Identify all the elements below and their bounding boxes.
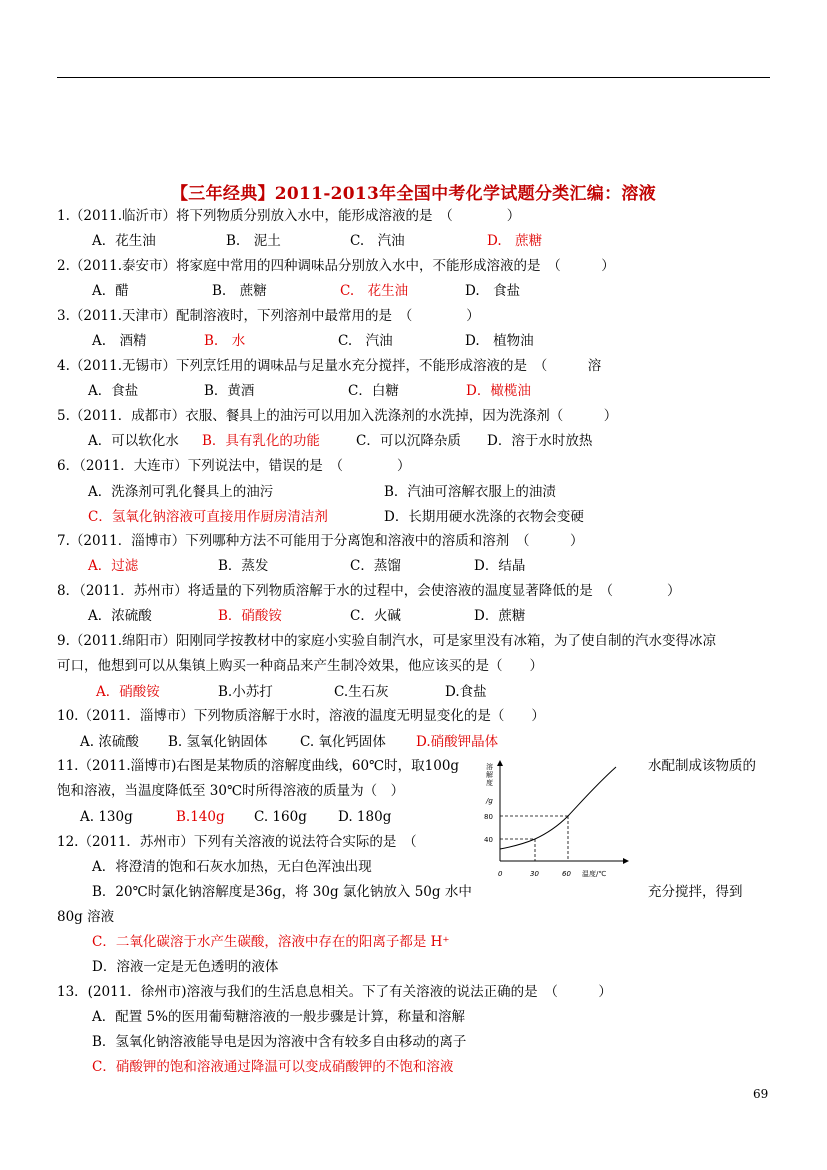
q2-option-a: A．醋 — [92, 283, 129, 299]
q4-option-b: B．黄酒 — [204, 383, 255, 399]
q6-option-c: C．氢氧化钠溶液可直接用作厨房清洁剂 — [88, 509, 328, 525]
q9-option-c: C.生石灰 — [334, 684, 389, 700]
q13-option-b: B．氢氧化钠溶液能导电是因为溶液中含有较多自由移动的离子 — [92, 1034, 467, 1050]
question-7-stem: 7.（2011．淄博市）下列哪种方法不可能用于分离饱和溶液中的溶质和溶剂 （ ） — [57, 533, 584, 549]
q8-option-b: B．硝酸铵 — [218, 608, 282, 624]
q10-option-a: A. 浓硫酸 — [80, 734, 139, 750]
y-axis-title-1: 溶 — [486, 763, 493, 771]
q8-option-c: C．火碱 — [350, 608, 401, 624]
question-9-stem: 9.（2011.绵阳市）阳刚同学按教材中的家庭小实验自制汽水，可是家里没有冰箱，为了使自制的汽水变得冰凉 — [57, 633, 717, 649]
page-number: 69 — [753, 1087, 769, 1101]
q13-option-a: A．配置 5%的医用葡萄糖溶液的一般步骤是计算，称量和溶解 — [92, 1009, 465, 1025]
x-tick-0: 0 — [498, 870, 503, 878]
y-axis-title-3: 度 — [486, 779, 493, 787]
q6-option-d: D．长期用硬水洗涤的衣物会变硬 — [384, 509, 584, 525]
q10-option-b: B. 氢氧化钠固体 — [168, 734, 268, 750]
q7-option-c: C．蒸馏 — [350, 558, 401, 574]
q11-option-c: C. 160g — [254, 809, 307, 825]
q12-option-b-cont: 80g 溶液 — [57, 909, 115, 925]
q6-option-a: A．洗涤剂可乳化餐具上的油污 — [88, 484, 274, 500]
x-tick-30: 30 — [530, 870, 539, 878]
q11-option-b: B.140g — [176, 809, 225, 825]
y-tick-40: 40 — [484, 836, 493, 844]
q4-option-c: C．白糖 — [348, 383, 399, 399]
question-8-stem: 8．（2011．苏州市）将适量的下列物质溶解于水的过程中，会使溶液的温度显著降低的是 （ ） — [57, 583, 681, 599]
question-11-stem: 11.（2011.淄博市)右图是某物质的溶解度曲线，60℃时，取100g — [57, 758, 460, 774]
question-3-stem: 3.（2011.天津市）配制溶液时，下列溶剂中最常用的是 （ ） — [57, 308, 480, 324]
question-11-stem-cont: 饱和溶液，当温度降低至 30℃时所得溶液的质量为（ ） — [57, 783, 405, 799]
x-axis-title: 温度/℃ — [582, 870, 607, 878]
q2-option-d: D. 食盐 — [465, 283, 521, 299]
q3-option-c: C. 汽油 — [338, 333, 393, 349]
question-13-stem: 13．(2011．徐州市)溶液与我们的生活息息相关。下了有关溶液的说法正确的是 （ ） — [57, 984, 612, 1000]
q2-option-b: B. 蔗糖 — [212, 283, 267, 299]
q1-option-b: B. 泥土 — [226, 233, 281, 249]
y-tick-80: 80 — [484, 813, 493, 821]
solubility-curve-figure — [478, 755, 638, 883]
q7-option-b: B．蒸发 — [218, 558, 269, 574]
solubility-curve — [500, 767, 616, 849]
question-5-stem: 5.（2011．成都市）衣服、餐具上的油污可以用加入洗涤剂的水洗掉，因为洗涤剂（ ） — [57, 408, 618, 424]
q5-option-c: C．可以沉降杂质 — [356, 433, 461, 449]
q3-option-a: A. 酒精 — [92, 333, 147, 349]
question-4-stem: 4.（2011.无锡市）下列烹饪用的调味品与足量水充分搅拌，不能形成溶液的是 （ 溶 — [57, 358, 602, 374]
question-12-stem: 12.（2011．苏州市）下列有关溶液的说法符合实际的是 （ — [57, 834, 417, 850]
question-2-stem: 2.（2011.泰安市）将家庭中常用的四种调味品分别放入水中，不能形成溶液的是 （ ） — [57, 258, 615, 274]
q13-option-c: C．硝酸钾的饱和溶液通过降温可以变成硝酸钾的不饱和溶液 — [92, 1059, 454, 1075]
q9-option-a: A．硝酸铵 — [96, 684, 160, 700]
q12-option-b-right: 充分搅拌，得到 — [648, 884, 743, 900]
question-6-stem: 6．（2011．大连市）下列说法中，错误的是 （ ） — [57, 458, 411, 474]
q9-option-d: D.食盐 — [445, 684, 487, 700]
q1-option-c: C. 汽油 — [350, 233, 405, 249]
header-rule — [57, 77, 770, 78]
question-11-stem-right: 水配制成该物质的 — [648, 758, 756, 774]
q7-option-d: D．结晶 — [474, 558, 526, 574]
q10-option-c: C. 氧化钙固体 — [300, 734, 386, 750]
q9-option-b: B.小苏打 — [218, 684, 273, 700]
question-1-stem: 1.（2011.临沂市）将下列物质分别放入水中，能形成溶液的是 （ ） — [57, 208, 521, 224]
q12-option-d: D．溶液一定是无色透明的液体 — [92, 959, 279, 975]
q11-option-a: A. 130g — [80, 809, 133, 825]
q5-option-b: B．具有乳化的功能 — [202, 433, 320, 449]
q5-option-d: D．溶于水时放热 — [487, 433, 593, 449]
question-9-stem-cont: 可口，他想到可以从集镇上购买一种商品来产生制冷效果，他应该买的是（ ） — [57, 658, 543, 674]
q8-option-d: D．蔗糖 — [474, 608, 526, 624]
q3-option-b: B. 水 — [204, 333, 246, 349]
y-axis-title-2: 解 — [486, 771, 493, 779]
q10-option-d: D.硝酸钾晶体 — [416, 734, 499, 750]
q1-option-d: D. 蔗糖 — [487, 233, 543, 249]
page-title: 【三年经典】2011-2013年全国中考化学试题分类汇编：溶液 — [171, 184, 656, 204]
q7-option-a: A．过滤 — [88, 558, 139, 574]
q6-option-b: B．汽油可溶解衣服上的油渍 — [384, 484, 556, 500]
q3-option-d: D. 植物油 — [465, 333, 534, 349]
q4-option-a: A．食盐 — [88, 383, 139, 399]
question-10-stem: 10.（2011．淄博市）下列物质溶解于水时，溶液的温度无明显变化的是（ ） — [57, 708, 545, 724]
q1-option-a: A．花生油 — [92, 233, 156, 249]
y-unit-label: /g — [486, 797, 493, 805]
x-tick-60: 60 — [562, 870, 571, 878]
q8-option-a: A．浓硫酸 — [88, 608, 152, 624]
q12-option-c: C．二氧化碳溶于水产生碳酸，溶液中存在的阳离子都是 H⁺ — [92, 934, 450, 950]
q4-option-d: D．橄榄油 — [466, 383, 531, 399]
q2-option-c: C. 花生油 — [340, 283, 409, 299]
q12-option-b: B．20℃时氯化钠溶解度是36g，将 30g 氯化钠放入 50g 水中 — [92, 884, 472, 900]
q12-option-a: A．将澄清的饱和石灰水加热，无白色浑浊出现 — [92, 859, 372, 875]
q11-option-d: D. 180g — [338, 809, 392, 825]
q5-option-a: A．可以软化水 — [88, 433, 179, 449]
